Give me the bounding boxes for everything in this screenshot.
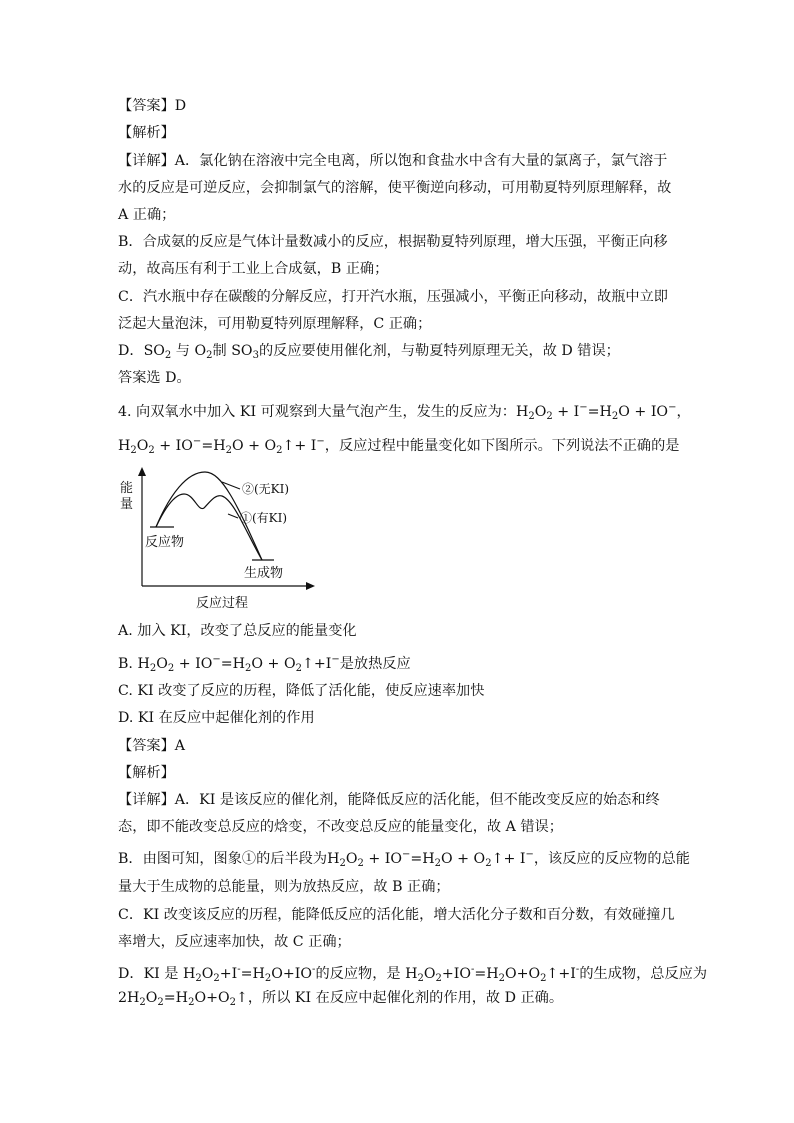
- q4-detail-d1: D．KI 是 $H_2O_2+I^-=H_2O+IO^-$的反应物，是 $H_2O_2+IO^-=H_2O+O_2↑+I^-$的生成物，总反应为: [118, 964, 708, 984]
- q3-detail-c1: C．汽水瓶中存在碳酸的分解反应，打开汽水瓶，压强减小，平衡正向移动，故瓶中立即: [118, 289, 668, 305]
- q3-detail-b2: 动，故高压有利于工业上合成氨，B 正确；: [118, 261, 389, 277]
- q3-answer: 【答案】D: [118, 98, 187, 114]
- q4-detail-d2: $2H_2O_2=H_2O+O_2↑$，所以 KI 在反应中起催化剂的作用，故 D 正确。: [118, 990, 564, 1008]
- q4-analysis-heading: 【解析】: [118, 765, 175, 781]
- q4-detail-c1: C．KI 改变该反应的历程，能降低反应的活化能，增大活化分子数和百分数，有效碰撞几: [118, 907, 675, 923]
- y-label-1: 能: [120, 481, 134, 496]
- q4-option-d: D. KI 在反应中起催化剂的作用: [118, 710, 315, 726]
- q3-detail-a1: 【详解】A．氯化钠在溶液中完全电离，所以饱和食盐水中含有大量的氯离子，氯气溶于: [118, 153, 668, 169]
- curve2-label: ②(无KI): [242, 482, 290, 496]
- y-label-2: 量: [120, 497, 134, 512]
- x-axis-arrow: [306, 582, 315, 590]
- q3-detail-b1: B．合成氨的反应是气体计量数减小的反应，根据勒夏特列原理，增大压强，平衡正向移: [118, 234, 668, 250]
- energy-diagram: [112, 464, 322, 614]
- leader-curve1: [228, 514, 238, 518]
- q4-option-a: A. 加入 KI，改变了总反应的能量变化: [118, 623, 357, 639]
- q4-detail-b2: 量大于生成物的总能量，则为放热反应，故 B 正确；: [118, 879, 450, 895]
- reactant-label: 反应物: [145, 535, 185, 550]
- curve1-label: ①(有KI): [240, 511, 288, 525]
- q3-conclusion: 答案选 D。: [118, 370, 191, 386]
- q4-detail-a2: 态，即不能改变总反应的焓变，不改变总反应的能量变化，故 A 错误；: [118, 819, 563, 835]
- y-axis-arrow: [138, 467, 146, 476]
- q4-stem-line1: 4. 向双氧水中加入 KI 可观察到大量气泡产生，发生的反应为：$H_2O_2 + I^-=H_2O + IO^-$，: [118, 402, 691, 422]
- q3-detail-a3: A 正确；: [118, 207, 176, 223]
- x-label: 反应过程: [196, 596, 249, 611]
- q3-detail-a2: 水的反应是可逆反应，会抑制氯气的溶解，使平衡逆向移动，可用勒夏特列原理解释，故: [118, 180, 672, 196]
- q4-detail-c2: 率增大，反应速率加快，故 C 正确；: [118, 934, 351, 950]
- q4-option-b: B. $H_2O_2 + IO^-=H_2O$ + $O_2↑+I^-$是放热反应: [118, 654, 411, 674]
- q4-answer: 【答案】A: [118, 738, 185, 754]
- q4-stem-line2: $H_2O_2 + IO^-=H_2O$ + $O_2↑+ I^-$，反应过程中能量变化如下图所示。下列说法不正确的是: [118, 436, 680, 456]
- q3-detail-d: D．$SO_2$ 与 $O_2$制 $SO_3$的反应要使用催化剂，与勒夏特列原理无关，故 D 错误；: [118, 343, 620, 361]
- q4-detail-a1: 【详解】A．KI 是该反应的催化剂，能降低反应的活化能，但不能改变反应的始态和终: [118, 792, 660, 808]
- q4-option-c: C. KI 改变了反应的历程，降低了活化能，使反应速率加快: [118, 683, 485, 699]
- product-label: 生成物: [244, 566, 284, 581]
- q4-detail-b1: B．由图可知，图象①的后半段为$H_2O_2 + IO^-=H_2O$ + $O_2↑+ I^-$，该反应的反应物的总能: [118, 849, 690, 869]
- q3-detail-c2: 泛起大量泡沫，可用勒夏特列原理解释，C 正确；: [118, 316, 432, 332]
- q3-analysis-heading: 【解析】: [118, 125, 175, 141]
